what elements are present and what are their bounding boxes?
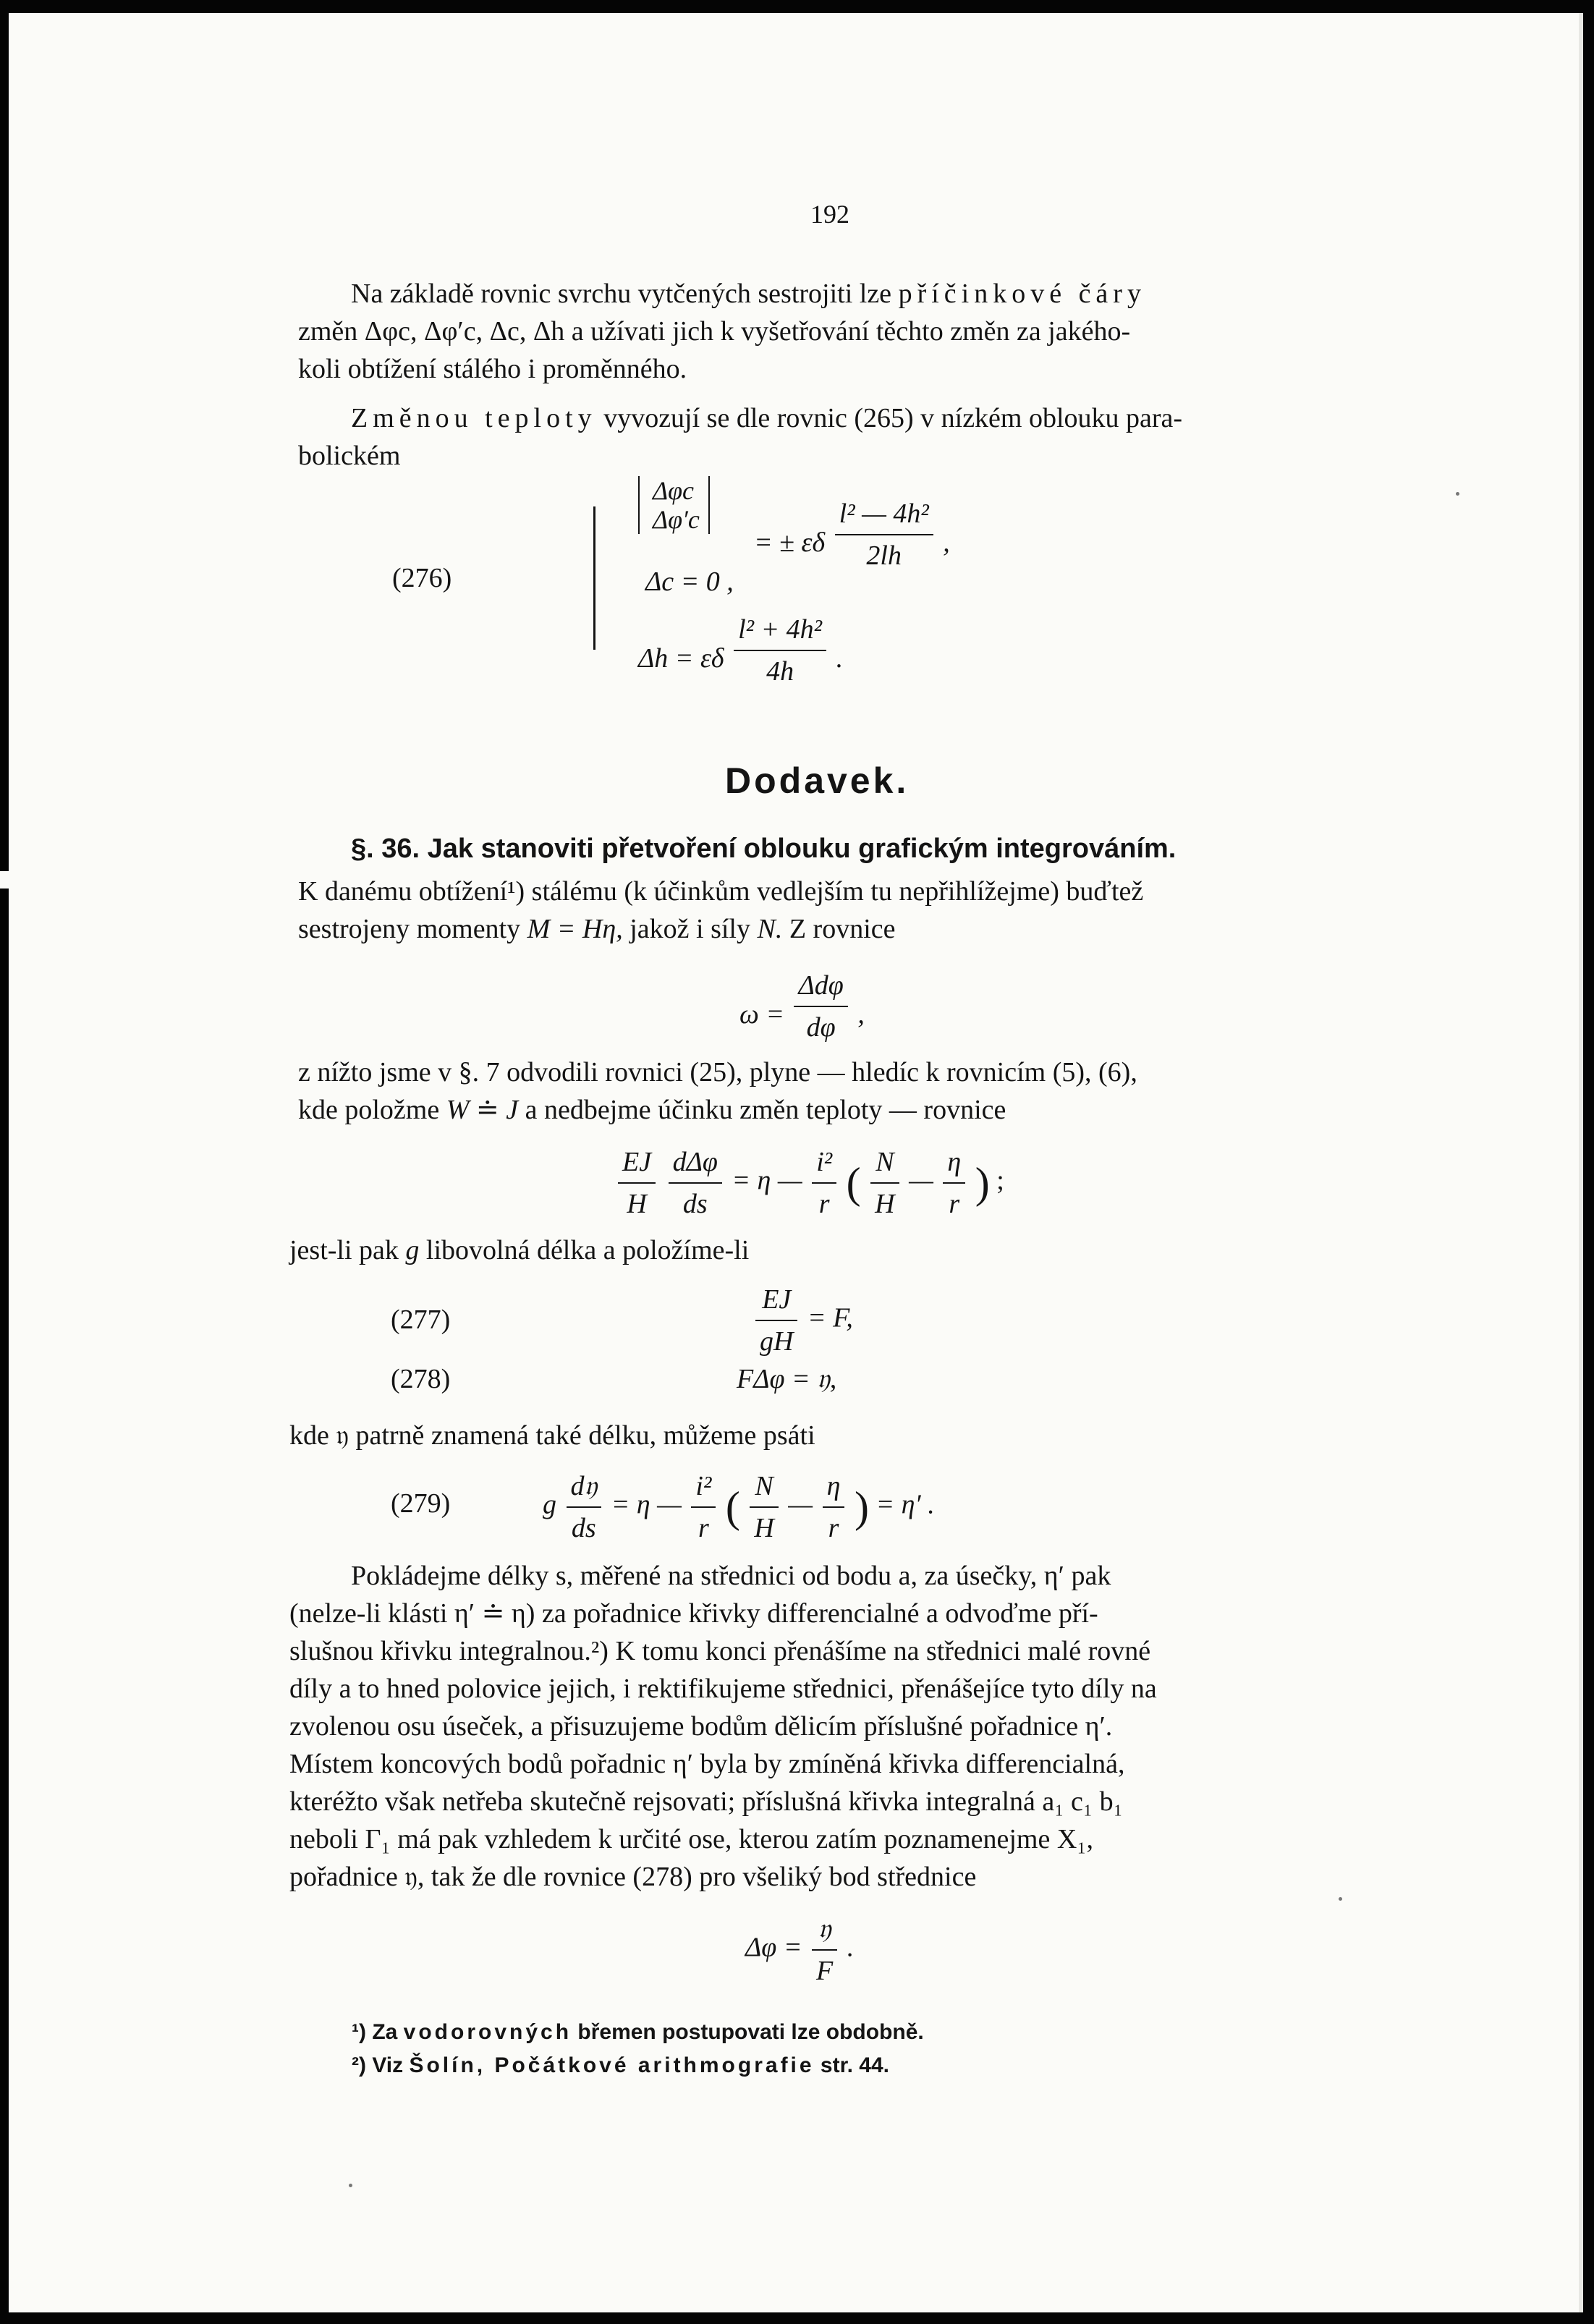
body-line-7: kteréžto však netřeba skutečně rejsovati; příslušná křivka integralná a₁ c₁ b₁ [289,1786,1123,1817]
scan-speck [1339,1897,1342,1901]
eq276-row1-rhs: = ± εδ $\frac{\text{l² — 4h²}}{2lh}$ , [754,495,950,574]
scanned-page [9,13,1583,2312]
appendix-title: Dodavek. [725,760,910,801]
eq276-row3: Δh = εδ $\frac{\text{l² + 4h²}}{4h}$ . [638,611,843,690]
eq-omega: ω = $\frac{\text{Δdφ}}{d\varphi}$ , [739,967,865,1046]
eq276-row1-left: Δφc Δφ′c [638,476,710,534]
body-line-2: (nelze-li klásti η′ ≐ η) za pořadnice křivky differencialné a odvoďme pří- [289,1598,1098,1629]
body-line-6: Místem koncových bodů pořadnic η′ byla by zmíněná křivka differencialná, [289,1749,1125,1779]
page-number: 192 [810,200,849,229]
intro-line-4: Změnou teploty vyvozují se dle rovnic (265) v nízkém oblouku para- [351,403,1183,433]
kde-line: kde 𝔶 patrně znamená také délku, můžeme psáti [289,1420,815,1451]
eq276-row2: Δc = 0 , [645,567,734,597]
eq277-label: (277) [391,1305,451,1335]
eq279-label: (279) [391,1488,451,1519]
jestli-line: jest-li pak g libovolná délka a položíme-li [289,1235,750,1265]
footnote-2: ²) Viz Šolín, Počátkové arithmografie str. 44. [352,2053,889,2077]
eq278-label: (278) [391,1364,451,1394]
eq277-expr: $\frac{EJ}{gH}$ = F, [753,1281,853,1360]
eq276-bar [593,506,595,650]
intro-line-3: koli obtížení stálého i proměnného. [298,354,687,384]
body-line-8: neboli Γ₁ má pak vzhledem k určité ose, kterou zatím poznamenejme X₁, [289,1824,1094,1854]
intro-line-5: bolickém [298,441,401,471]
scan-speck [349,2184,352,2187]
eq276-label: (276) [392,563,452,593]
intro-line-1: Na základě rovnic svrchu vytčených sestrojiti lze příčinkové čáry [351,279,1146,309]
eq278-expr: FΔφ = 𝔶, [737,1364,837,1394]
body-line-9: pořadnice 𝔶, tak že dle rovnice (278) pro všeliký bod střednice [289,1862,977,1892]
eq-main: $\frac{EJ}{H}$ $\frac{\text{dΔφ}}{ds}$ = η — $\frac{\text{i²}}{r}$ ( $\frac{N}{H}$ — $\frac{\eta}{r}$ ) ; [615,1143,1004,1223]
body-line-5: zvolenou osu úseček, a přisuzujeme bodům dělicím příslušné pořadnice η′. [289,1711,1113,1742]
section-text-line-1: K danému obtížení¹) stálému (k účinkům vedlejším tu nepřihlížejme) buďtež [298,876,1144,907]
section-text-line-2: sestrojeny momenty M = Hη, jakož i síly N. Z rovnice [298,914,896,944]
intro-line-2: změn Δφc, Δφ′c, Δc, Δh a užívati jich k vyšetřování těchto změn za jakého- [298,316,1131,347]
body-line-3: slušnou křivku integralnou.²) K tomu konci přenášíme na střednici malé rovné [289,1636,1151,1666]
mid-text-line-2: kde položme W ≐ J a nedbejme účinku změn teploty — rovnice [298,1095,1006,1125]
footnote-1: ¹) Za vodorovných břemen postupovati lze obdobně. [352,2020,924,2044]
body-line-1: Pokládejme délky s, měřené na střednici od bodu a, za úsečky, η′ pak [351,1561,1111,1591]
body-line-4: díly a to hned polovice jejich, i rektifikujeme střednici, přenášejíce tyto díly na [289,1674,1157,1704]
eq-final: Δφ = $\frac{\text{𝔶}}{F}$ . [745,1910,854,1990]
scan-speck [1456,492,1459,496]
eq279-expr: g $\frac{\text{d𝔶}}{ds}$ = η — $\frac{\text{i²}}{r}$ ( $\frac{N}{H}$ — $\frac{\eta}{r}$ ) = η′ . [543,1467,935,1547]
edge-mark [0,871,9,889]
mid-text-line-1: z nížto jsme v §. 7 odvodili rovnici (25), plyne — hledíc k rovnicím (5), (6), [298,1057,1137,1087]
section-heading: §. 36. Jak stanoviti přetvoření oblouku grafickým integrováním. [351,834,1177,864]
